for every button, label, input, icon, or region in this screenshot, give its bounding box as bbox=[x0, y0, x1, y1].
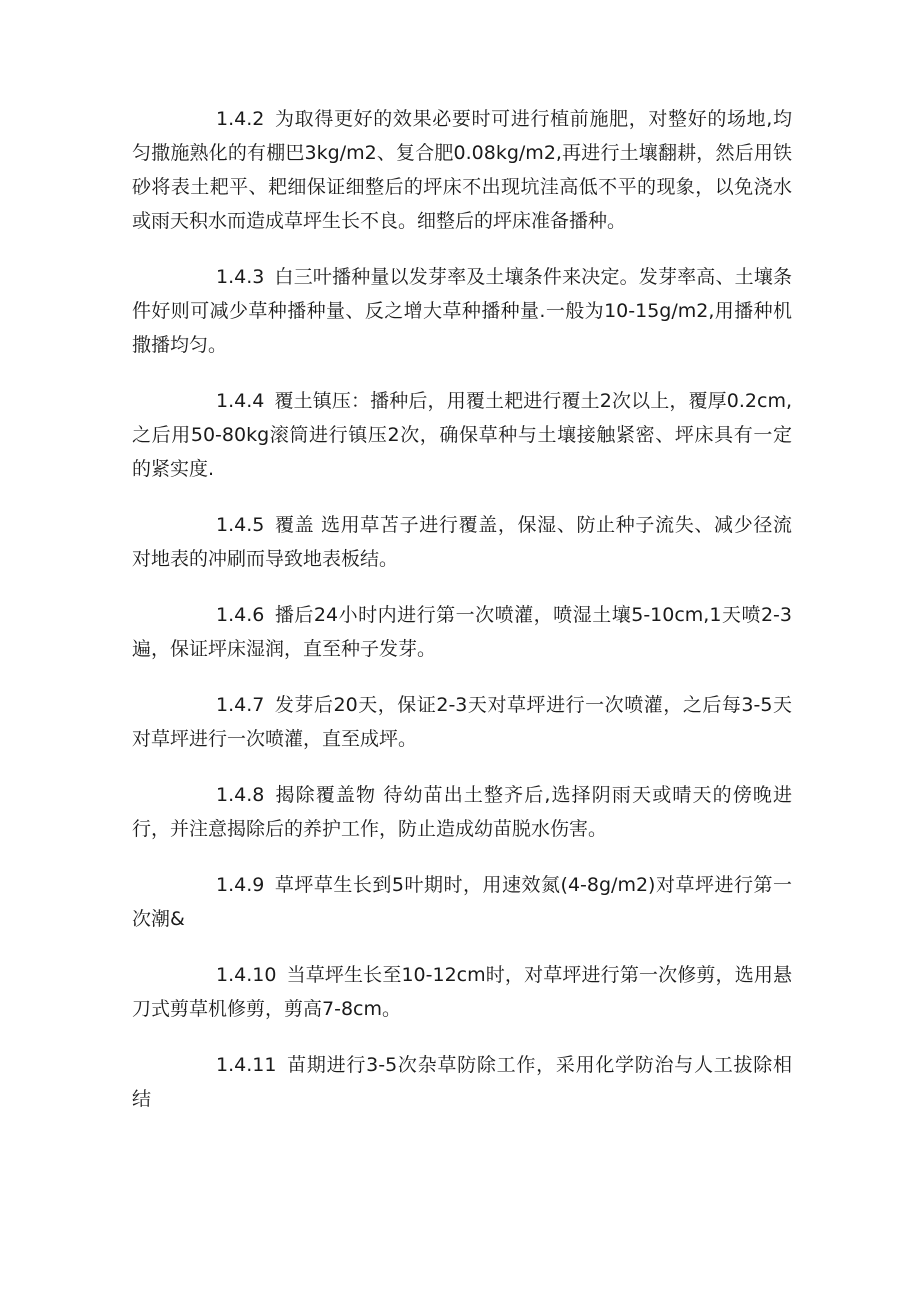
paragraph-1-4-11 bbox=[132, 1048, 792, 1116]
section-number: 1.4.7 bbox=[216, 694, 265, 716]
paragraph-text: 覆土镇压：播种后，用覆土耙进行覆土2次以上，覆厚0.2cm,之后用50-80kg滚筒进行镇压2次，确保草种与土壤接触紧密、坪床具有一定的紧实度. bbox=[132, 390, 792, 480]
paragraph-1-4-2 bbox=[132, 102, 792, 238]
section-number: 1.4.11 bbox=[216, 1054, 277, 1076]
section-number: 1.4.4 bbox=[216, 390, 265, 412]
section-number: 1.4.2 bbox=[216, 108, 265, 130]
paragraph-text: 苗期进行3-5次杂草防除工作，采用化学防治与人工拔除相结 bbox=[132, 1054, 792, 1110]
section-number: 1.4.9 bbox=[216, 874, 265, 896]
paragraph-1-4-10 bbox=[132, 958, 792, 1026]
paragraph-1-4-6 bbox=[132, 598, 792, 666]
section-number: 1.4.8 bbox=[216, 784, 265, 806]
paragraph-text: 覆盖 选用草苫子进行覆盖，保湿、防止种子流失、减少径流对地表的冲刷而导致地表板结。 bbox=[132, 514, 792, 570]
document-body bbox=[132, 102, 792, 1138]
paragraph-text: 白三叶播种量以发芽率及土壤条件来决定。发芽率高、土壤条件好则可减少草种播种量、反之增大草种播种量.一般为10-15g/m2,用播种机撒播均匀。 bbox=[132, 266, 792, 356]
paragraph-1-4-8 bbox=[132, 778, 792, 846]
paragraph-text: 揭除覆盖物 待幼苗出土整齐后,选择阴雨天或晴天的傍晚进行，并注意揭除后的养护工作，防止造成幼苗脱水伤害。 bbox=[132, 784, 792, 840]
section-number: 1.4.5 bbox=[216, 514, 265, 536]
paragraph-1-4-7 bbox=[132, 688, 792, 756]
section-number: 1.4.10 bbox=[216, 964, 277, 986]
paragraph-text: 草坪草生长到5叶期时，用速效氮(4-8g/m2)对草坪进行第一次潮& bbox=[132, 874, 792, 930]
paragraph-1-4-4 bbox=[132, 384, 792, 486]
paragraph-text: 播后24小时内进行第一次喷灌，喷湿土壤5-10cm,1天喷2-3遍，保证坪床湿润，直至种子发芽。 bbox=[132, 604, 792, 660]
paragraph-1-4-5 bbox=[132, 508, 792, 576]
paragraph-text: 发芽后20天，保证2-3天对草坪进行一次喷灌，之后每3-5天对草坪进行一次喷灌，直至成坪。 bbox=[132, 694, 792, 750]
paragraph-1-4-3 bbox=[132, 260, 792, 362]
paragraph-text: 为取得更好的效果必要时可进行植前施肥，对整好的场地,均匀撒施熟化的有棚巴3kg/m2、复合肥0.08kg/m2,再进行土壤翻耕，然后用铁砂将表土耙平、耙细保证细整后的坪床不出现坑洼高低不平的现象，以免浇水或雨天积水而造成草坪生长不良。细整后的坪床准备播种。 bbox=[132, 108, 792, 232]
section-number: 1.4.6 bbox=[216, 604, 265, 626]
section-number: 1.4.3 bbox=[216, 266, 265, 288]
paragraph-text: 当草坪生长至10-12cm时，对草坪进行第一次修剪，选用悬刀式剪草机修剪，剪高7-8cm。 bbox=[132, 964, 792, 1020]
paragraph-1-4-9 bbox=[132, 868, 792, 936]
